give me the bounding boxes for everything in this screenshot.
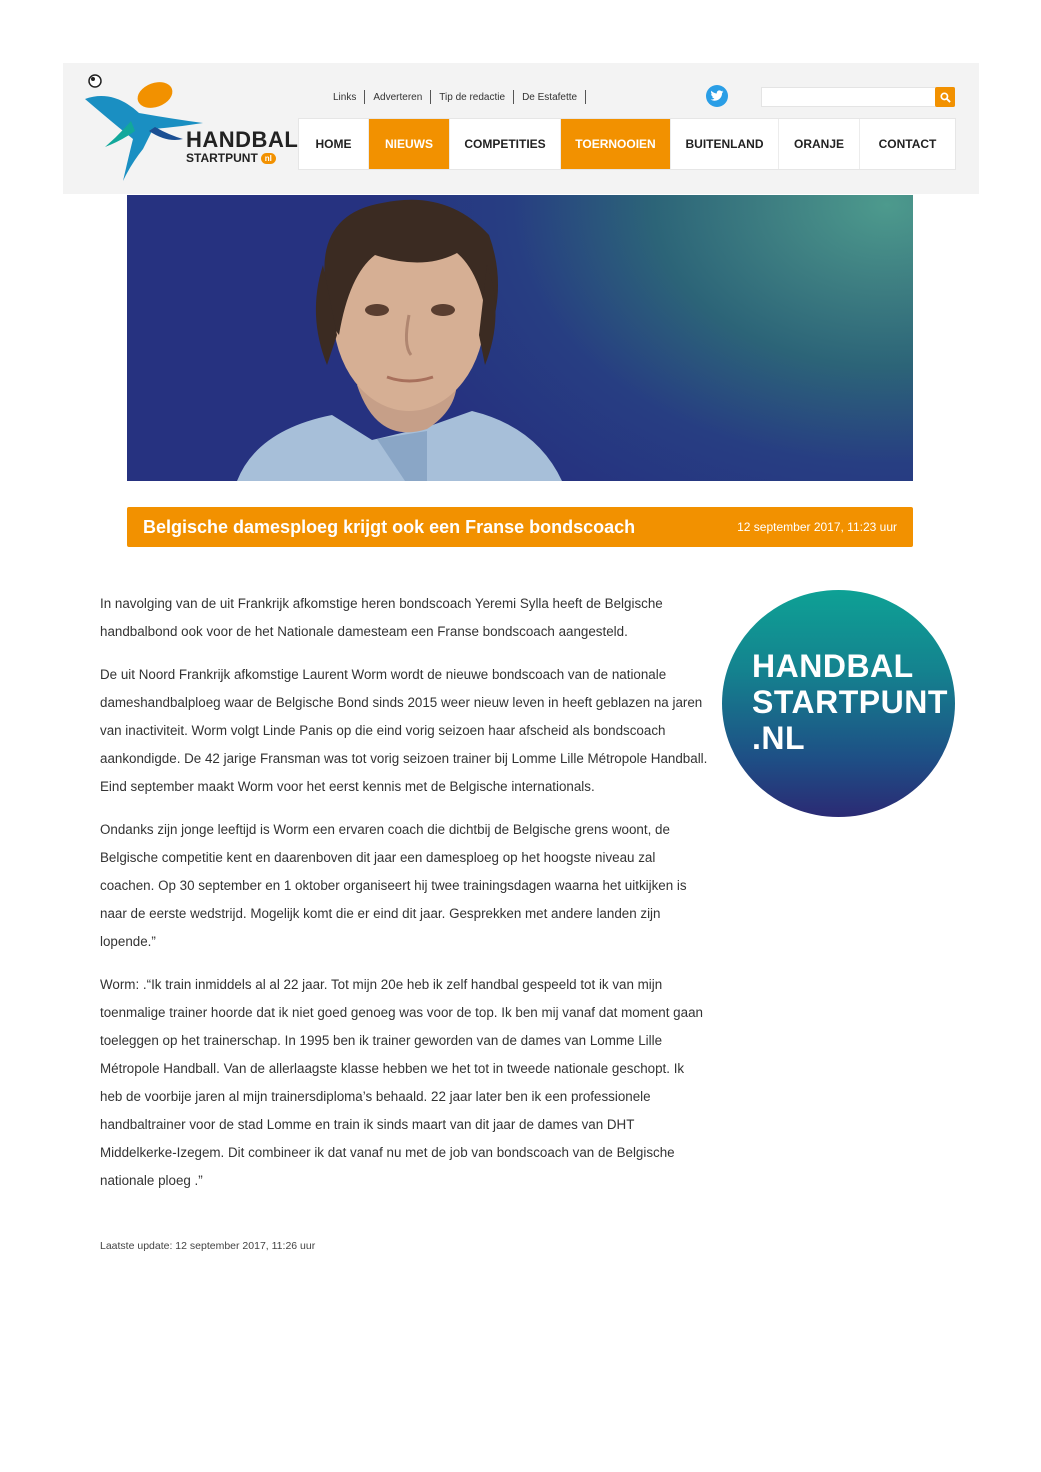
article-hero-image	[127, 195, 913, 481]
article-title: Belgische damesploeg krijgt ook een Franse bondscoach	[143, 516, 636, 537]
coach-portrait-image	[127, 195, 913, 481]
top-links	[325, 90, 586, 104]
site-logo[interactable]	[83, 69, 299, 189]
sidebar-logo	[722, 590, 955, 817]
article-paragraph: Ondanks zijn jonge leeftijd is Worm een ervaren coach die dichtbij de Belgische grens woont, de Belgische competitie kent en daarenboven dit jaar een damesploeg op het hoogste niveau zal coachen. Op 30 september en 1 oktober organiseert hij twee trainingsdagen waarna het uitkijken is naar de eerste wedstrijd. Mogelijk komt die er eind dit jaar. Gesprekken met andere landen zijn lopende.”	[100, 822, 687, 949]
top-link-de-estafette[interactable]: De Estafette	[522, 91, 578, 103]
logo-line2	[186, 151, 298, 165]
article-title-bar	[127, 507, 913, 547]
twitter-icon[interactable]	[706, 85, 728, 107]
logo-line2-text: STARTPUNT	[186, 151, 258, 165]
logo-nl-badge: nl	[261, 153, 276, 164]
top-link-adverteren[interactable]: Adverteren	[373, 91, 423, 103]
search-button[interactable]	[935, 87, 955, 107]
logo-line1: HANDBAL	[186, 127, 299, 152]
nav-nieuws[interactable]: NIEUWS	[369, 119, 450, 169]
nav-buitenland[interactable]: BUITENLAND	[671, 119, 779, 169]
top-link-tip-de-redactie[interactable]: Tip de redactie	[439, 91, 506, 103]
article-paragraph: Worm: .“Ik train inmiddels al al 22 jaar. Tot mijn 20e heb ik zelf handbal gespeeld tot ik van mijn toenmalige trainer hoorde dat ik niet goed genoeg was voor de top. Ik ben mij vanaf dat moment gaan toeleggen op het trainerschap. In 1995 ben ik trainer geworden van de dames van Lomme Lille Métropole Handball. Van de allerlaagste klasse hebben we het tot in tweede nationale geschopt. Ik heb de voorbije jaren al mijn trainersdiploma’s behaald. 22 jaar later ben ik een professionele handbaltrainer voor de stad Lomme en train ik sinds maart van dit jaar de dames van DHT Middelkerke-Izegem. Dit combineer ik dat vanaf nu met de job van bondscoach van de Belgische nationale ploeg .”	[100, 977, 703, 1188]
logo-wordmark	[186, 129, 298, 165]
nav-toernooien[interactable]: TOERNOOIEN	[561, 119, 671, 169]
nav-oranje[interactable]: ORANJE	[779, 119, 860, 169]
divider	[585, 90, 586, 104]
last-update: Laatste update: 12 september 2017, 11:26 uur	[100, 1240, 316, 1252]
top-link-links[interactable]: Links	[333, 91, 357, 103]
sidebar-logo-line2: STARTPUNT	[752, 684, 948, 720]
search-box	[761, 87, 955, 107]
article-date: 12 september 2017, 11:23 uur	[737, 520, 897, 534]
article-paragraph: In navolging van de uit Frankrijk afkomstige heren bondscoach Yeremi Sylla heeft de Belgische handbalbond ook voor de het Nationale damesteam een Franse bondscoach aangesteld.	[100, 596, 663, 639]
nav-home[interactable]: HOME	[299, 119, 369, 169]
sidebar-logo-line3: .NL	[752, 720, 806, 756]
sidebar-logo-line1: HANDBAL	[752, 648, 914, 684]
nav-competities[interactable]: COMPETITIES	[450, 119, 561, 169]
nav-contact[interactable]: CONTACT	[878, 137, 937, 151]
sidebar-logo-text	[752, 648, 948, 756]
article-paragraph: De uit Noord Frankrijk afkomstige Laurent Worm wordt de nieuwe bondscoach van de nationale dameshandbalploeg waar de Belgische Bond sinds 2015 weer nieuw leven in heeft geblazen na jaren van inactiviteit. Worm volgt Linde Panis op die eind vorig seizoen haar afscheid als bondscoach aankondigde. De 42 jarige Fransman was tot vorig seizoen trainer bij Lomme Lille Métropole Handball. Eind september maakt Worm voor het eerst kennis met de Belgische internationals.	[100, 667, 708, 794]
article-body	[100, 590, 710, 1210]
main-nav	[298, 118, 956, 170]
search-icon	[940, 92, 951, 103]
search-input[interactable]	[762, 89, 936, 107]
site-header	[63, 63, 979, 194]
